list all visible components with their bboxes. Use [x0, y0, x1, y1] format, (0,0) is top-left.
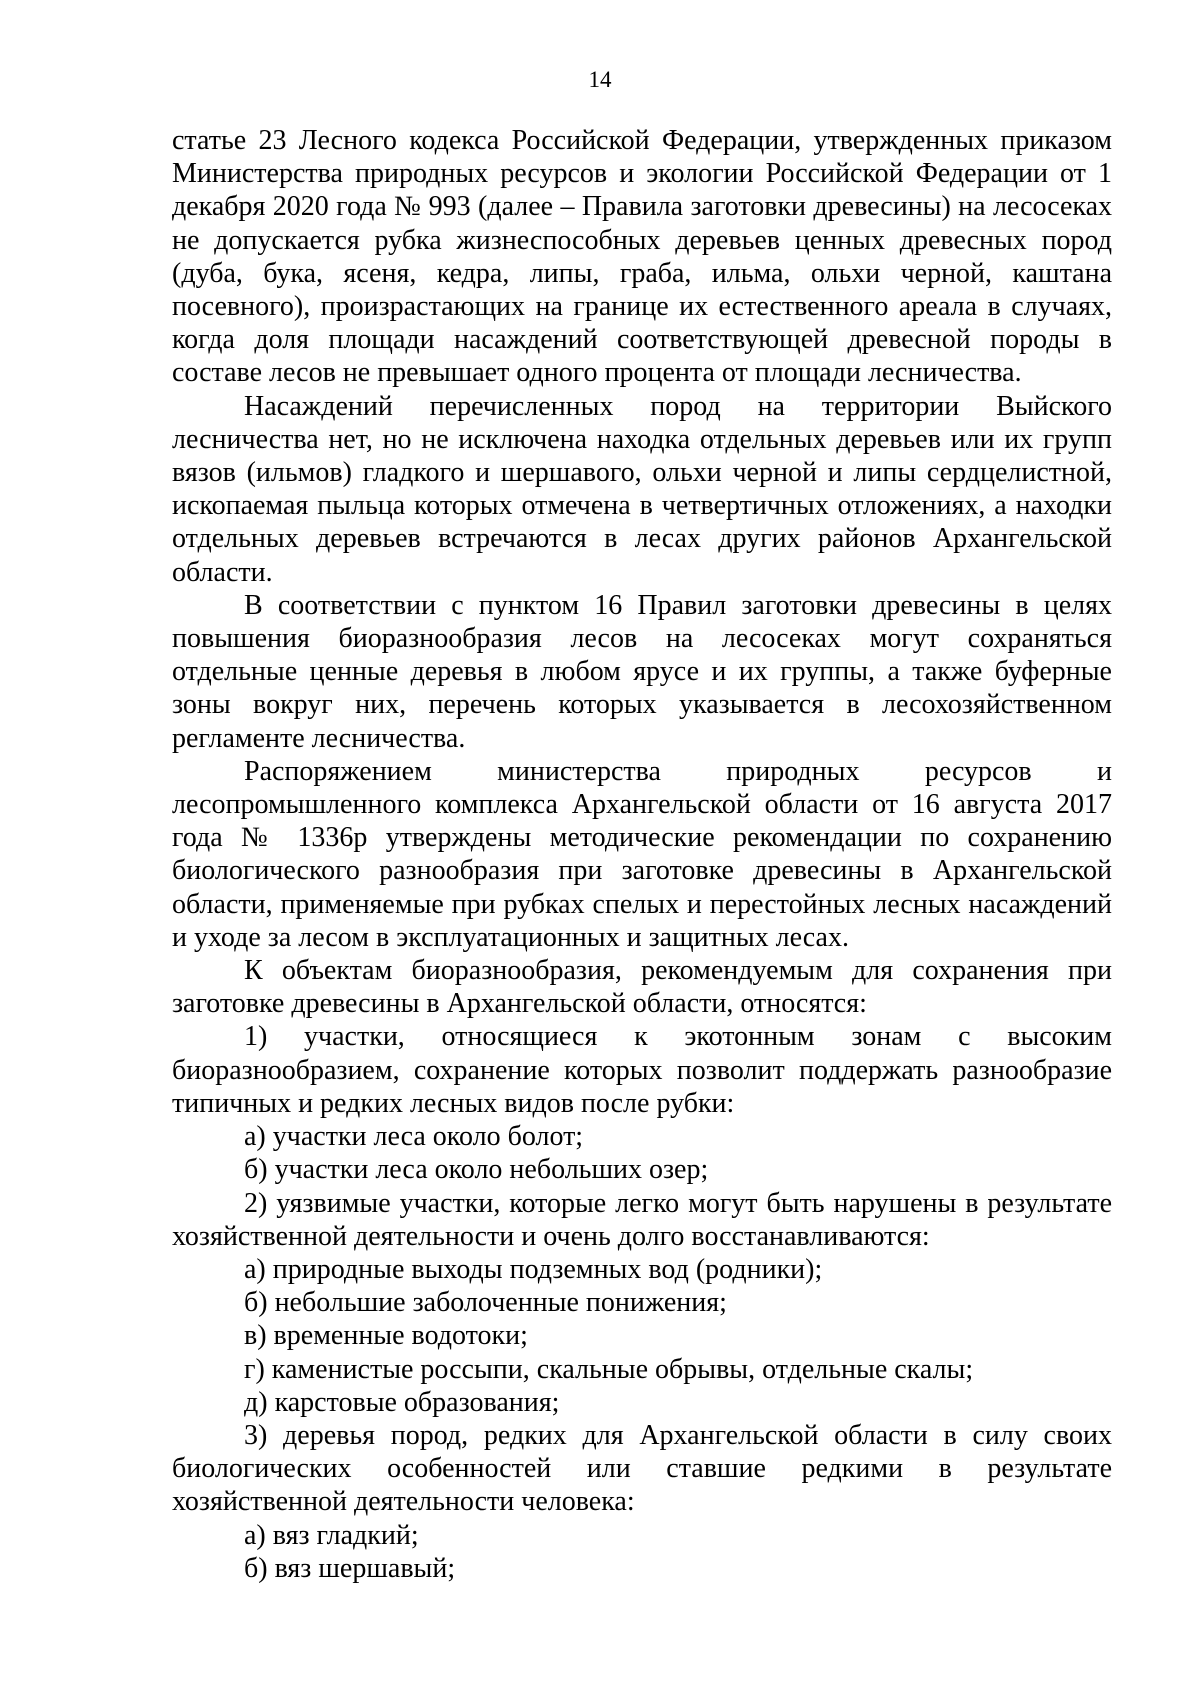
paragraph: К объектам биоразнообразия, рекомендуемым для сохранения при заготовке древесины в Архангельской области, относятся: — [172, 955, 1112, 1020]
list-item: в) временные водотоки; — [244, 1320, 528, 1352]
list-item: а) природные выходы подземных вод (родники); — [244, 1253, 823, 1285]
page-number: 14 — [588, 67, 612, 92]
paragraph: статье 23 Лесного кодекса Российской Федерации, утвержденных приказом Министерства природных ресурсов и экологии Российской Федерации от 1 декабря 2020 года № 993 (далее – Правила заготовки древесины) на лесосеках не допускается рубка жизнеспособных деревьев ценных древесных пород (дуба, бука, ясеня, кедра, липы, граба, ильма, ольхи черной, каштана посевного), произрастающих на границе их естественного ареала в случаях, когда доля площади насаждений соответствующей древесной породы в составе лесов не превышает одного процента от площади лесничества. — [172, 125, 1112, 389]
paragraph: В соответствии с пунктом 16 Правил заготовки древесины в целях повышения биоразнообразия лесов на лесосеках могут сохраняться отдельные ценные деревья в любом ярусе и их группы, а также буферные зоны вокруг них, перечень которых указывается в лесохозяйственном регламенте лесничества. — [172, 589, 1112, 754]
document-body — [172, 124, 1112, 1585]
list-item: 2) уязвимые участки, которые легко могут быть нарушены в результате хозяйственной деятельности и очень долго восстанавливаются: — [172, 1187, 1112, 1252]
list-item: а) вяз гладкий; — [244, 1519, 419, 1551]
paragraph: Распоряжением министерства природных ресурсов и лесопромышленного комплекса Архангельской области от 16 августа 2017 года № 1336р утверждены методические рекомендации по сохранению биологического разнообразия при заготовке древесины в Архангельской области, применяемые при рубках спелых и перестойных лесных насаждений и уходе за лесом в эксплуатационных и защитных лесах. — [172, 755, 1112, 953]
list-item: 3) деревья пород, редких для Архангельской области в силу своих биологических особенностей или ставшие редкими в результате хозяйственной деятельности человека: — [172, 1419, 1112, 1518]
paragraph: Насаждений перечисленных пород на территории Выйского лесничества нет, но не исключена находка отдельных деревьев или их групп вязов (ильмов) гладкого и шершавого, ольхи черной и липы сердцелистной, ископаемая пыльца которых отмечена в четвертичных отложениях, а находки отдельных деревьев встречаются в лесах других районов Архангельской области. — [172, 390, 1112, 588]
list-item: б) вяз шершавый; — [244, 1552, 456, 1584]
list-item: 1) участки, относящиеся к экотонным зонам с высоким биоразнообразием, сохранение которых позволит поддержать разнообразие типичных и редких лесных видов после рубки: — [172, 1021, 1112, 1119]
list-item: г) каменистые россыпи, скальные обрывы, отдельные скалы; — [244, 1353, 974, 1385]
list-item: а) участки леса около болот; — [244, 1121, 584, 1153]
list-item: д) карстовые образования; — [244, 1386, 560, 1418]
list-item: б) участки леса около небольших озер; — [244, 1154, 709, 1186]
list-item: б) небольшие заболоченные понижения; — [244, 1287, 727, 1319]
